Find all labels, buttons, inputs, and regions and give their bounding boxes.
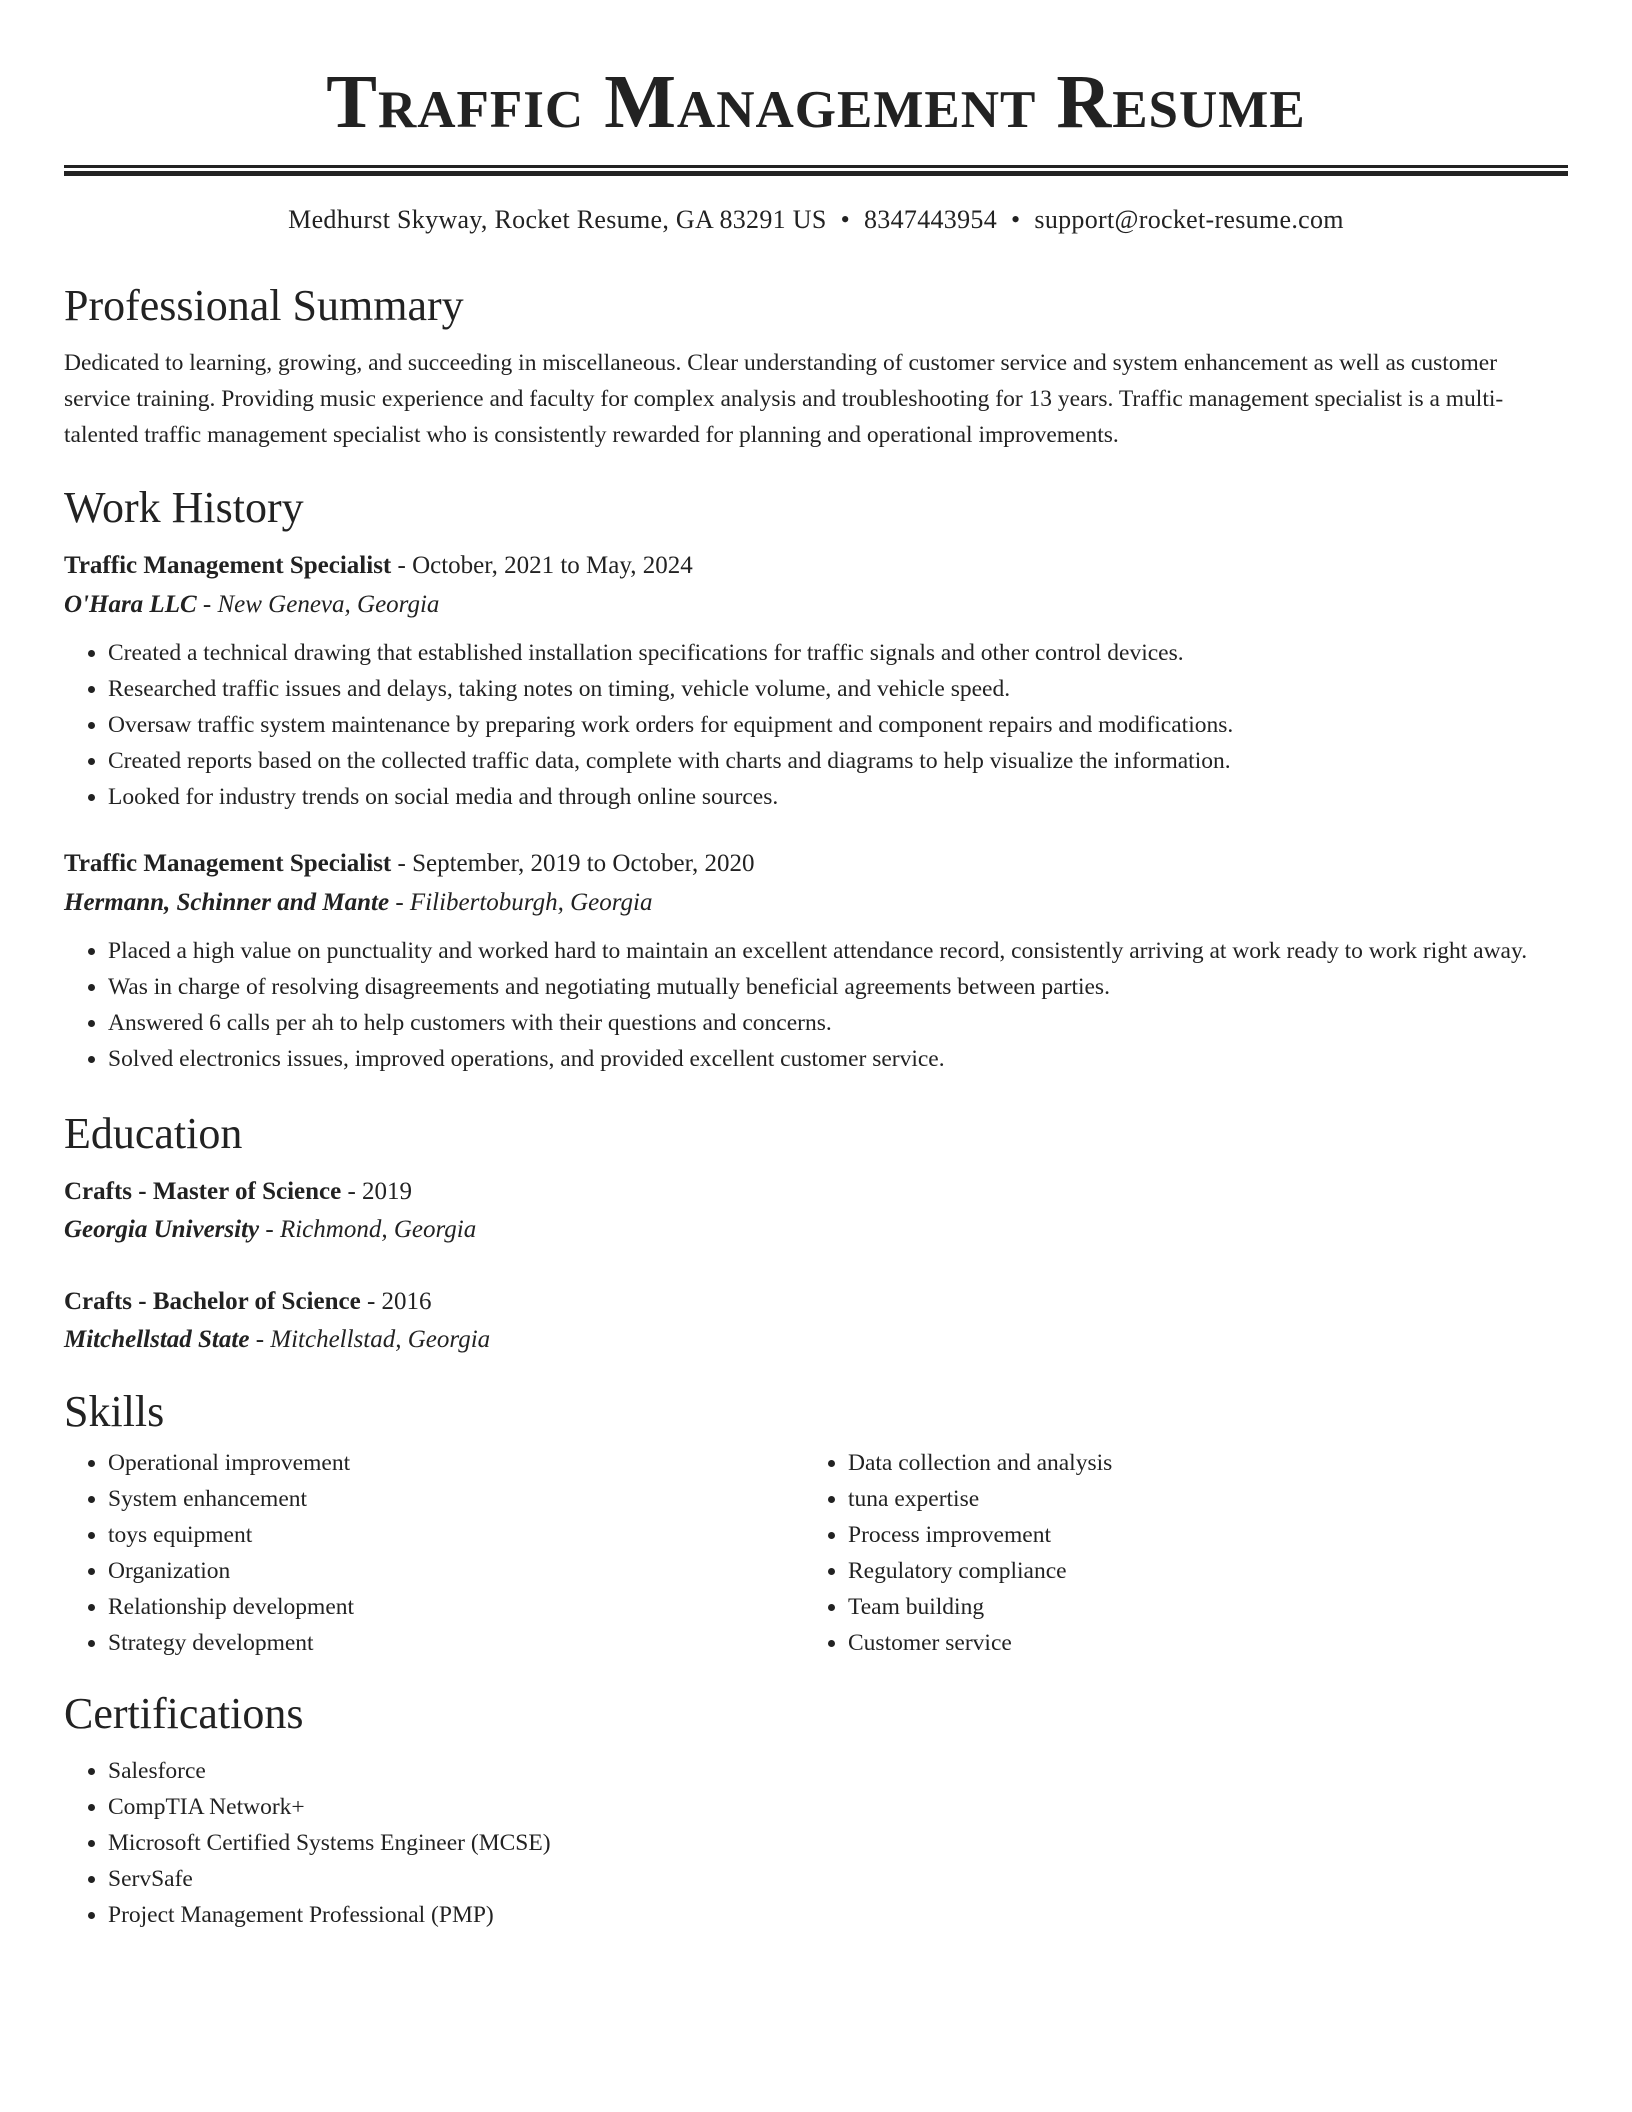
work-history-section <box>64 481 1568 1077</box>
skill-item: • Team building <box>848 1589 1568 1625</box>
education-entry <box>64 1173 1568 1249</box>
job-title-line <box>64 845 1568 883</box>
job-bullet: • Created reports based on the collected traffic data, complete with charts and diagrams to help visualize the information. <box>108 743 1568 779</box>
certification-item: • CompTIA Network+ <box>108 1789 1568 1825</box>
summary-heading: Professional Summary <box>64 281 464 330</box>
skill-item: • Regulatory compliance <box>848 1553 1568 1589</box>
job-bullet: • Looked for industry trends on social media and through online sources. <box>108 779 1568 815</box>
job-bullet: • Was in charge of resolving disagreements and negotiating mutually beneficial agreements between parties. <box>108 969 1568 1005</box>
company-name: Hermann, Schinner and Mante <box>64 889 390 916</box>
contact-address: Medhurst Skyway, Rocket Resume, GA 83291 US <box>288 205 827 234</box>
skill-item: • tuna expertise <box>848 1481 1568 1517</box>
company-location: - Filibertoburgh, Georgia <box>389 889 653 916</box>
education-year: - 2019 <box>341 1178 413 1205</box>
job-bullets <box>64 933 1568 1077</box>
skill-item: • System enhancement <box>108 1481 816 1517</box>
job-title: Traffic Management Specialist <box>64 552 392 579</box>
skill-item: • Organization <box>108 1553 816 1589</box>
title-double-rule <box>64 165 1568 176</box>
certification-item: • ServSafe <box>108 1861 1568 1897</box>
contact-phone: 8347443954 <box>864 205 997 234</box>
skill-item: • Process improvement <box>848 1517 1568 1553</box>
skill-item: • toys equipment <box>108 1517 816 1553</box>
job-bullet: • Solved electronics issues, improved operations, and provided excellent customer service. <box>108 1041 1568 1077</box>
education-degree: Crafts - Master of Science <box>64 1178 342 1205</box>
education-entry <box>64 1283 1568 1359</box>
work-history-heading: Work History <box>64 483 304 532</box>
job-bullet: • Researched traffic issues and delays, taking notes on timing, vehicle volume, and vehicle speed. <box>108 671 1568 707</box>
skills-grid <box>64 1445 1568 1661</box>
certification-item: • Microsoft Certified Systems Engineer (MCSE) <box>108 1825 1568 1861</box>
job-bullet: • Created a technical drawing that established installation specifications for traffic signals and other control devices. <box>108 635 1568 671</box>
contact-separator: • <box>1011 205 1021 234</box>
company-line <box>64 883 1568 923</box>
company-location: - New Geneva, Georgia <box>196 591 440 618</box>
education-school-line <box>64 1321 1568 1359</box>
job-bullets <box>64 635 1568 815</box>
education-degree: Crafts - Bachelor of Science <box>64 1288 361 1315</box>
contact-line <box>64 203 1568 237</box>
contact-separator: • <box>840 205 850 234</box>
job-title: Traffic Management Specialist <box>64 850 392 877</box>
resume-title: Traffic Management Resume <box>326 60 1306 144</box>
job-bullet: • Answered 6 calls per ah to help customers with their questions and concerns. <box>108 1005 1568 1041</box>
job-dates: - September, 2019 to October, 2020 <box>391 850 755 877</box>
skills-list-right <box>816 1445 1568 1661</box>
skill-item: • Customer service <box>848 1625 1568 1661</box>
job-title-line <box>64 547 1568 585</box>
job-bullet: • Oversaw traffic system maintenance by preparing work orders for equipment and component repairs and modifications. <box>108 707 1568 743</box>
job-entry <box>64 845 1568 1077</box>
education-heading: Education <box>64 1109 243 1158</box>
education-year: - 2016 <box>360 1288 432 1315</box>
summary-section <box>64 279 1568 453</box>
summary-text: Dedicated to learning, growing, and succeeding in miscellaneous. Clear understanding of customer service and system enhancement as well as customer service training. Providing music experience and faculty for complex analysis and troubleshooting for 13 years. Traffic management specialist is a multi-talented traffic management specialist who is consistently rewarded for planning and operational improvements. <box>64 350 1504 448</box>
job-bullet: • Placed a high value on punctuality and worked hard to maintain an excellent attendance record, consistently arriving at work ready to work right away. <box>108 933 1568 969</box>
skills-heading: Skills <box>64 1387 165 1436</box>
skills-section <box>64 1385 1568 1661</box>
skill-item: • Data collection and analysis <box>848 1445 1568 1481</box>
company-name: O'Hara LLC <box>64 591 197 618</box>
education-location: - Richmond, Georgia <box>259 1216 477 1243</box>
education-school-line <box>64 1211 1568 1249</box>
skill-item: • Relationship development <box>108 1589 816 1625</box>
contact-email: support@rocket-resume.com <box>1034 205 1344 234</box>
certifications-list <box>64 1753 1568 1933</box>
education-location: - Mitchellstad, Georgia <box>249 1326 491 1353</box>
skill-item: • Strategy development <box>108 1625 816 1661</box>
certifications-heading: Certifications <box>64 1689 304 1738</box>
education-school: Mitchellstad State <box>64 1326 250 1353</box>
certification-item: • Project Management Professional (PMP) <box>108 1897 1568 1933</box>
job-dates: - October, 2021 to May, 2024 <box>391 552 693 579</box>
skills-list-left <box>64 1445 816 1661</box>
certification-item: • Salesforce <box>108 1753 1568 1789</box>
certifications-section <box>64 1687 1568 1933</box>
education-degree-line <box>64 1173 1568 1211</box>
job-entry <box>64 547 1568 815</box>
education-degree-line <box>64 1283 1568 1321</box>
company-line <box>64 585 1568 625</box>
skill-item: • Operational improvement <box>108 1445 816 1481</box>
education-section <box>64 1107 1568 1359</box>
education-school: Georgia University <box>64 1216 260 1243</box>
